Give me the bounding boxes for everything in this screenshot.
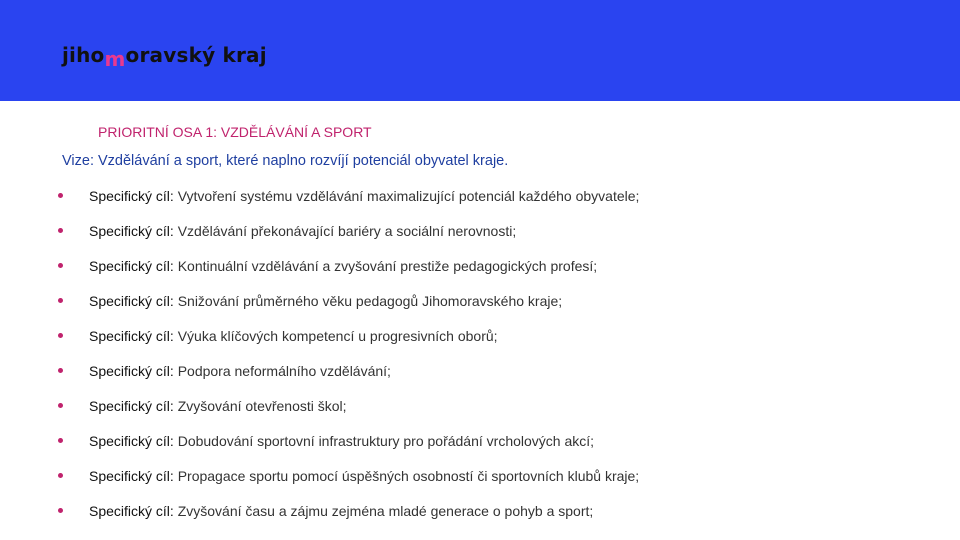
goal-description: Kontinuální vzdělávání a zvyšování prestiže pedagogických profesí; bbox=[173, 258, 598, 274]
bullet-icon bbox=[58, 228, 63, 233]
goal-description: Propagace sportu pomocí úspěšných osobností či sportovních klubů kraje; bbox=[173, 468, 640, 484]
priority-axis-title: PRIORITNÍ OSA 1: VZDĚLÁVÁNÍ A SPORT bbox=[98, 124, 372, 140]
goal-label: Specifický cíl: bbox=[89, 258, 174, 274]
goal-label: Specifický cíl: bbox=[89, 398, 174, 414]
goal-description: Výuka klíčových kompetencí u progresivních oborů; bbox=[173, 328, 498, 344]
goal-text bbox=[89, 328, 498, 344]
goal-label: Specifický cíl: bbox=[89, 328, 174, 344]
header-bar bbox=[0, 0, 960, 101]
goal-text bbox=[89, 468, 639, 484]
goal-text bbox=[89, 503, 593, 519]
goal-text bbox=[89, 363, 391, 379]
bullet-icon bbox=[58, 403, 63, 408]
goal-label: Specifický cíl: bbox=[89, 293, 174, 309]
logo-text-end: oravský kraj bbox=[125, 43, 267, 67]
bullet-icon bbox=[58, 438, 63, 443]
bullet-icon bbox=[58, 508, 63, 513]
goal-description: Zvyšování otevřenosti škol; bbox=[173, 398, 347, 414]
bullet-icon bbox=[58, 333, 63, 338]
goal-text bbox=[89, 293, 562, 309]
goal-description: Zvyšování času a zájmu zejména mladé generace o pohyb a sport; bbox=[173, 503, 594, 519]
logo-text-start: jiho bbox=[62, 43, 105, 67]
bullet-icon bbox=[58, 473, 63, 478]
goal-text bbox=[89, 398, 347, 414]
goal-label: Specifický cíl: bbox=[89, 468, 174, 484]
vision-statement: Vize: Vzdělávání a sport, které naplno rozvíjí potenciál obyvatel kraje. bbox=[62, 153, 509, 169]
bullet-icon bbox=[58, 263, 63, 268]
logo-m-mark: m bbox=[104, 47, 126, 71]
logo bbox=[62, 43, 267, 71]
goal-description: Vzdělávání překonávající bariéry a sociální nerovnosti; bbox=[173, 223, 517, 239]
bullet-icon bbox=[58, 368, 63, 373]
goal-label: Specifický cíl: bbox=[89, 363, 174, 379]
goal-label: Specifický cíl: bbox=[89, 433, 174, 449]
goal-text bbox=[89, 223, 516, 239]
goal-description: Podpora neformálního vzdělávání; bbox=[173, 363, 391, 379]
goal-label: Specifický cíl: bbox=[89, 503, 174, 519]
goal-text bbox=[89, 258, 597, 274]
bullet-icon bbox=[58, 193, 63, 198]
goal-description: Dobudování sportovní infrastruktury pro pořádání vrcholových akcí; bbox=[173, 433, 595, 449]
bullet-icon bbox=[58, 298, 63, 303]
goal-description: Snižování průměrného věku pedagogů Jihomoravského kraje; bbox=[173, 293, 563, 309]
goal-text bbox=[89, 188, 639, 204]
goal-label: Specifický cíl: bbox=[89, 188, 174, 204]
goal-description: Vytvoření systému vzdělávání maximalizující potenciál každého obyvatele; bbox=[173, 188, 640, 204]
goal-label: Specifický cíl: bbox=[89, 223, 174, 239]
goal-text bbox=[89, 433, 594, 449]
